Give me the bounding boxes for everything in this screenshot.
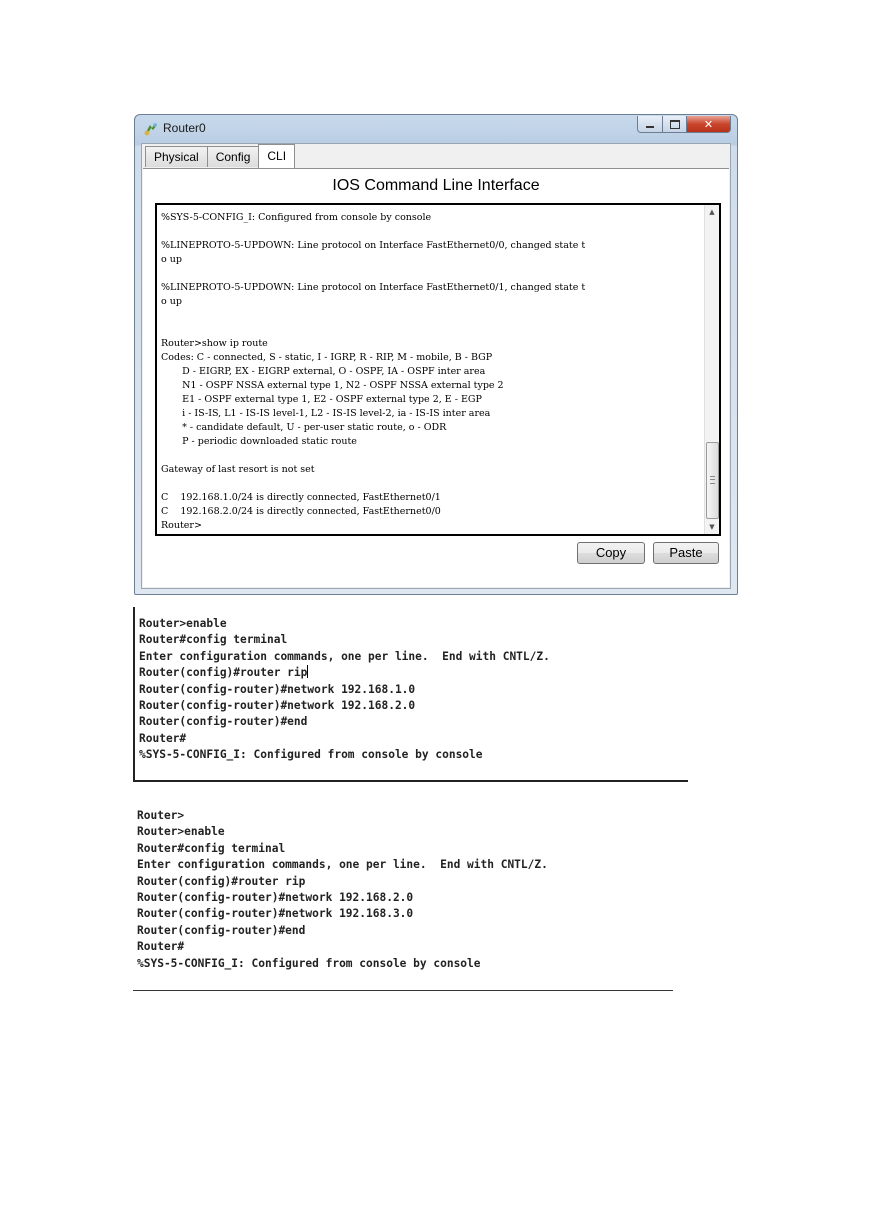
snippet2-line: %SYS-5-CONFIG_I: Configured from console by console <box>137 956 481 970</box>
window-titlebar[interactable] <box>135 115 737 143</box>
console-line: Codes: C - connected, S - static, I - IGRP, R - RIP, M - mobile, B - BGP <box>161 352 493 363</box>
snippet1-left-border <box>133 607 135 781</box>
console-line: %SYS-5-CONFIG_I: Configured from console by console <box>161 212 432 223</box>
scroll-grip-icon <box>710 476 715 484</box>
panel-heading: IOS Command Line Interface <box>332 177 540 194</box>
maximize-button[interactable] <box>663 116 687 133</box>
snippet2-bottom-rule <box>133 990 673 991</box>
scroll-down-arrow-icon[interactable]: ▼ <box>709 523 715 531</box>
snippet2-line: Router>enable <box>137 825 225 839</box>
console-line: E1 - OSPF external type 1, E2 - OSPF external type 2, E - EGP <box>161 394 482 405</box>
snippet1-text-before-caret: Router>enable Router#config terminal Enter configuration commands, one per line. End with CNTL/Z. Router(config)#router rip <box>139 617 550 680</box>
console-line: Gateway of last resort is not set <box>161 464 315 475</box>
scroll-up-arrow-icon[interactable]: ▲ <box>709 208 715 216</box>
tab-config[interactable]: Config <box>207 146 260 167</box>
copy-button[interactable]: Copy <box>577 542 645 564</box>
console-output[interactable] <box>161 211 701 533</box>
console-line: C 192.168.1.0/24 is directly connected, FastEthernet0/1 <box>161 492 441 503</box>
console-line: P - periodic downloaded static route <box>161 436 357 447</box>
terminal-snippet-2 <box>137 808 548 972</box>
close-button[interactable] <box>687 116 731 133</box>
tab-physical[interactable]: Physical <box>145 146 208 167</box>
minimize-icon <box>646 126 654 128</box>
text-caret <box>307 665 308 678</box>
console-line: * - candidate default, U - per-user static route, o - ODR <box>161 422 447 433</box>
snippet2-line: Router> <box>137 809 185 822</box>
window-client-area <box>141 143 731 589</box>
tab-bar <box>145 146 294 168</box>
cli-tab-panel <box>143 168 729 587</box>
window-title: Router0 <box>163 121 206 135</box>
console-line: i - IS-IS, L1 - IS-IS level-1, L2 - IS-IS level-2, ia - IS-IS inter area <box>161 408 491 419</box>
terminal-snippet-1 <box>139 616 550 764</box>
cli-console[interactable] <box>155 203 721 536</box>
console-line: C 192.168.2.0/24 is directly connected, FastEthernet0/0 <box>161 506 441 517</box>
snippet1-text-after-caret: Router(config-router)#network 192.168.1.0 Router(config-router)#network 192.168.2.0 Router(config-router)#end Router# %SYS-5-CONFIG_I: Configured from console by console <box>139 682 483 762</box>
tab-cli[interactable]: CLI <box>258 144 295 168</box>
window-controls <box>637 116 731 134</box>
console-line: Router>show ip route <box>161 338 268 349</box>
router0-window <box>134 114 738 595</box>
paste-button[interactable]: Paste <box>653 542 719 564</box>
snippet2-line: Router(config-router)#network 192.168.3.0 <box>137 907 414 921</box>
snippet2-line: Router#config terminal <box>137 841 286 855</box>
console-line: N1 - OSPF NSSA external type 1, N2 - OSPF NSSA external type 2 <box>161 380 504 391</box>
snippet1-bottom-border <box>133 780 688 782</box>
console-line: o up <box>161 254 182 265</box>
console-line: %LINEPROTO-5-UPDOWN: Line protocol on Interface FastEthernet0/1, changed state t <box>161 282 586 293</box>
console-line: D - EIGRP, EX - EIGRP external, O - OSPF, IA - OSPF inter area <box>161 366 486 377</box>
scroll-thumb[interactable] <box>706 442 719 519</box>
snippet2-line: Router# <box>137 940 185 954</box>
router-app-icon <box>143 122 159 136</box>
snippet2-line: Enter configuration commands, one per line. End with CNTL/Z. <box>137 858 548 872</box>
console-line: %LINEPROTO-5-UPDOWN: Line protocol on Interface FastEthernet0/0, changed state t <box>161 240 586 251</box>
console-scrollbar[interactable] <box>704 205 719 534</box>
close-icon: ✕ <box>703 117 714 131</box>
snippet2-line: Router(config-router)#end <box>137 923 306 937</box>
console-line: Router> <box>161 520 202 531</box>
snippet2-line: Router(config)#router rip <box>137 874 306 888</box>
maximize-icon <box>670 120 680 129</box>
minimize-button[interactable] <box>637 116 663 133</box>
snippet2-line: Router(config-router)#network 192.168.2.0 <box>137 891 414 905</box>
console-line: o up <box>161 296 182 307</box>
